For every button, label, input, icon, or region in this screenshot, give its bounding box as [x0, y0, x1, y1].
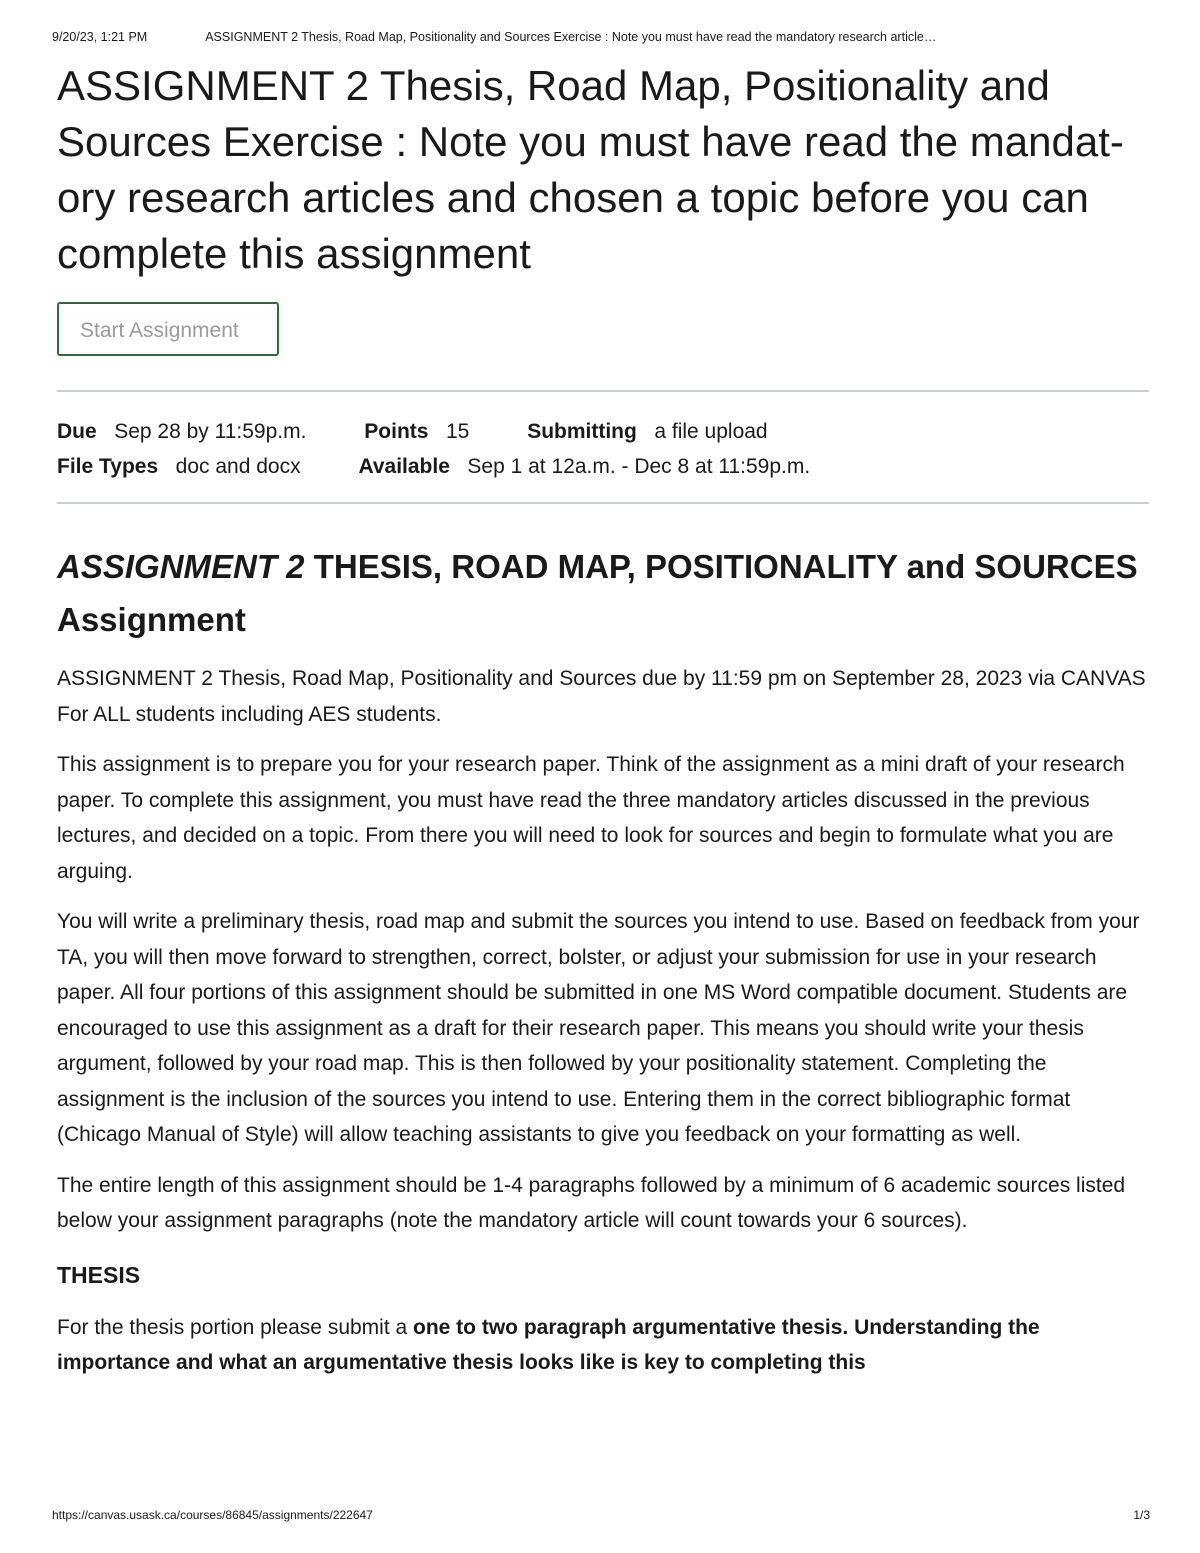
paragraph-length: The entire length of this assignment should be 1-4 paragraphs followed by a minimum of 6 academic sources listed below your assignment paragraphs (note the mandatory article will count towards your 6 sources).	[57, 1173, 1126, 1232]
thesis-text-regular: For the thesis portion please submit a	[57, 1315, 414, 1339]
paragraph-instructions: You will write a preliminary thesis, road map and submit the sources you intend to use. Based on feedback from your TA, you will then move forward to strengthen, correct, bolster, or adjust your submission for use in your research paper. All four portions of this assignment should be submitted in one MS Word compatible document. Students are encouraged to use this assignment as a draft for their research paper. This means you should write your thesis argument, followed by your road map. This is then followed by your positionality statement. Completing the assignment is the inclusion of the sources you intend to use. Entering them in the correct bibliographic format (Chicago Manual of Style) will allow teaching assistants to give you feedback on your formatting as well.	[57, 910, 1140, 1146]
submitting-value: a file upload	[654, 420, 768, 443]
due-value: Sep 28 by 11:59p.m.	[114, 420, 307, 443]
available-label: Available	[358, 455, 450, 478]
details-row-2	[57, 449, 1149, 484]
print-footer	[52, 1508, 1150, 1522]
paragraph-purpose: This assignment is to prepare you for your research paper. Think of the assignment as a mini draft of your research paper. To complete this assignment, you must have read the three mandatory articles discussed in the previous lectures, and decided on a topic. From there you will need to look for sources and begin to formulate what you are arguing.	[57, 753, 1125, 883]
due-label: Due	[57, 420, 97, 443]
start-assignment-button[interactable]: Start Assignment	[57, 302, 279, 356]
thesis-heading: THESIS	[57, 1261, 141, 1288]
print-doc-title: ASSIGNMENT 2 Thesis, Road Map, Positionality and Sources Exercise : Note you must have read the mandatory research article…	[205, 30, 937, 44]
assignment-content	[57, 58, 1149, 1381]
print-datetime: 9/20/23, 1:21 PM	[52, 30, 148, 44]
submitting-label: Submitting	[527, 420, 637, 443]
print-page-number: 1/3	[1133, 1508, 1150, 1522]
points-label: Points	[364, 420, 429, 443]
file-types-label: File Types	[57, 455, 159, 478]
section-title	[57, 540, 1149, 646]
paragraph-intro: ASSIGNMENT 2 Thesis, Road Map, Positionality and Sources due by 11:59 pm on September 28, 2023 via CANVAS For ALL students including AES students.	[57, 667, 1146, 726]
print-header	[52, 30, 1150, 44]
section-title-italic: ASSIGNMENT 2	[57, 548, 305, 585]
file-types-value: doc and docx	[175, 455, 301, 478]
thesis-text-bold: one to two paragraph argumentative thesis. Understanding the importance and what an argumentative thesis looks like is key to completing this	[57, 1315, 1040, 1374]
available-value: Sep 1 at 12a.m. - Dec 8 at 11:59p.m.	[467, 455, 811, 478]
assignment-details	[57, 392, 1149, 502]
print-url: https://canvas.usask.ca/courses/86845/assignments/222647	[52, 1508, 373, 1522]
section-title-rest: THESIS, ROAD MAP, POSITIONALITY and SOURCES Assignment	[57, 548, 1138, 638]
thesis-paragraph	[57, 1310, 1149, 1381]
points-value: 15	[445, 420, 470, 443]
divider	[57, 502, 1149, 504]
details-row-1	[57, 414, 1149, 449]
page-title: ASSIGNMENT 2 Thesis, Road Map, Positionality and Sources Exercise : Note you must have read the mandat-ory research articles and chosen a topic before you can complete this assignment	[57, 62, 1124, 277]
